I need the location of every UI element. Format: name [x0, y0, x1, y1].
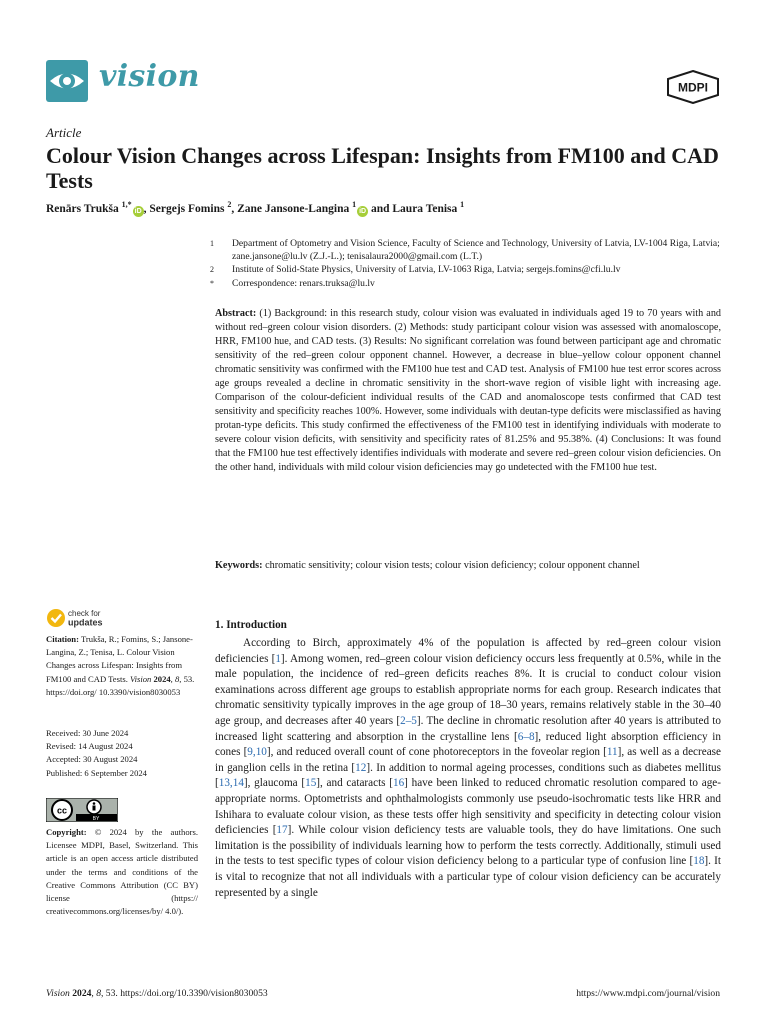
keywords-text: chromatic sensitivity; colour vision tests; colour vision deficiency; colour opponent channel [265, 560, 640, 571]
author-affiliation-mark: 2 [227, 200, 232, 209]
keywords-label: Keywords: [215, 560, 263, 571]
body-paragraph: According to Birch, approximately 4% of the population is affected by red–green colour vision deficiencies [1]. Among women, red–green colour vision deficiency occurs less frequently at 0.5%, while in the male population, the incidence of red–green deficits reaches 8%. It is crucial to conduct colour vision examinations across different age groups to establish appropriate norms for each group. Research indicates that chromatic sensitivity typically improves in the age group of 18–30 years, remains relatively stable in the 30–40 age group, and decreases after 40 years [2–5]. The decline in chromatic resolution after 40 years is attributed to increased light scattering and absorption in the crystalline lens [6–8], reduced light absorption efficiency in cones [9,10], and reduced overall count of cone photoreceptors in the foveolar region [11], as well as a decrease in ganglion cells in the retina [12]. In addition to normal ageing processes, conditions such as diabetes mellitus [13,14], glaucoma [15], and cataracts [16] have been linked to reduced chromatic resolution compared to age-appropriate norms. Optometrists and ophthalmologists commonly use pseudo-isochromatic tests like HRR and Ishihara to evaluate colour vision, as these tests offer high sensitivity and specificity in detecting colour vision deficiencies [17]. While colour vision deficiency tests are valuable tools, they do have limitations. One such limitation is the possibility of individuals learning how to perform the tests correctly. Additionally, stimuli used in the tests to test specific types of colour vision deficiency belong to a particular type of confusion line [18]. It is vital to recognize that not all individuals with a particular type of colour vision deficiency can be accurately represented by a single [215, 637, 722, 899]
journal-name[interactable]: vision [99, 59, 200, 94]
reference-link[interactable]: 2–5 [400, 714, 417, 727]
mdpi-logo[interactable] [666, 70, 720, 104]
date-revised: Revised: 14 August 2024 [46, 741, 133, 752]
affiliation-item [210, 278, 720, 291]
reference-link[interactable]: 15 [305, 777, 317, 790]
reference-link[interactable]: 18 [693, 855, 705, 868]
date-accepted: Accepted: 30 August 2024 [46, 754, 138, 765]
orcid-icon[interactable]: iD [359, 207, 367, 215]
journal-logo-eye-icon [46, 60, 88, 102]
svg-text:cc: cc [56, 805, 68, 816]
abstract [215, 307, 721, 475]
affiliation-text: Correspondence: renars.truksa@lu.lv [232, 277, 375, 289]
author-name: Renārs Trukša [46, 202, 122, 215]
reference-link[interactable]: 16 [392, 777, 405, 790]
article-type: Article [46, 125, 82, 140]
check-updates-line2: updates [68, 617, 103, 628]
footer-year: 2024 [72, 988, 92, 999]
reference-link[interactable]: 6–8 [517, 730, 535, 743]
reference-link[interactable]: 9,10 [247, 746, 267, 759]
citation-label: Citation: [46, 634, 79, 644]
publication-dates [46, 727, 198, 780]
footer-journal: Vision [46, 988, 70, 999]
footer-doi[interactable]: , 53. https://doi.org/10.3390/vision8030053 [101, 988, 268, 999]
author-name: Zane Jansone-Langina [237, 202, 353, 215]
affiliation-text: Institute of Solid-State Physics, University of Latvia, LV-1063 Riga, Latvia; sergejs.fomins@cfi.lu.lv [232, 264, 621, 276]
affiliation-item [210, 264, 720, 277]
section-body [215, 636, 721, 901]
footer-journal-url[interactable]: https://www.mdpi.com/journal/vision [576, 988, 720, 999]
author-affiliation-mark: 1,* [121, 200, 132, 209]
citation-text: Trukša, R.; Fomins, S.; Jansone-Langina, Z.; Tenisa, L. Colour Vision Changes across Lifespan: Insights from FM100 and CAD Tests. [46, 634, 193, 684]
abstract-text: (1) Background: in this research study, colour vision was evaluated in individuals aged 19 to 70 years with and without red–green colour vision disorders. (2) Methods: study participant colour vision was assessed with anomaloscope, HRR, FM100 hue, and CAD tests. (3) Results: No significant correlation was found between participant age and chromatic sensitivity of the red–green colour opponent channel. However, a decrease in blue–yellow colour opponent channel chromatic sensitivity was confirmed with the FM100 hue test and CAD test. Analysis of FM100 hue test error scores across age groups revealed a decline in chromatic sensitivity in the short-wave region of visible light with increasing age. Comparison of the colour-deficient individual results of the CAD and anomaloscope tests confirmed that CAD test sensitivity and specificity reaches 100%. However, some individuals with deutan-type deficits were misclassified as having protan-type deficits. This study confirmed the effectiveness of the FM100 test in identifying individuals with moderate to severe colour vision deficits, with sensitivity and specificity rates of 81.25% and 95.38%. (4) Conclusions: It was found that the FM100 hue test effectively identifies individuals with moderate and severe red–green colour vision deficiencies. On the other hand, individuals with mild colour vision deficiencies may go undetected with the FM100 hue test. [215, 308, 722, 473]
reference-link[interactable]: 11 [606, 746, 618, 759]
affiliations [210, 238, 720, 291]
section-heading: 1. Introduction [215, 619, 287, 631]
footer-volume: 8 [96, 988, 101, 999]
reference-link[interactable]: 12 [355, 761, 367, 774]
svg-text:BY: BY [92, 816, 100, 822]
citation-block: Citation: Trukša, R.; Fomins, S.; Jansone-Langina, Z.; Tenisa, L. Colour Vision Changes across Lifespan: Insights from FM100 and CAD Tests. Vision 2024, 8, 53. https://doi.org/ 10.3390/vision8030053 [46, 634, 195, 697]
reference-link[interactable]: 1 [275, 652, 281, 665]
footer-citation: Vision 2024, 8, 53. https://doi.org/10.3390/vision8030053 [46, 988, 268, 999]
citation-volume: 8 [174, 673, 180, 684]
author-affiliation-mark: 1 [352, 200, 357, 209]
date-received: Received: 30 June 2024 [46, 728, 129, 738]
reference-link[interactable]: 13,14 [218, 777, 244, 790]
author-name: Sergejs Fomins [149, 202, 228, 215]
article-title: Colour Vision Changes across Lifespan: Insights from FM100 and CAD Tests [46, 143, 719, 193]
reference-link[interactable]: 17 [276, 824, 288, 837]
abstract-label: Abstract: [215, 308, 257, 319]
author-name: Laura Tenisa [392, 202, 461, 215]
date-published: Published: 6 September 2024 [46, 767, 147, 778]
affiliation-text: Department of Optometry and Vision Science, Faculty of Science and Technology, University of Latvia, LV-1004 Riga, Latvia; zane.jansone@lu.lv (Z.J.-L.); tenisalaura2000@gmail.com (L.T.) [232, 238, 720, 262]
mdpi-logo-text: MDPI [678, 80, 708, 95]
cc-by-license-icon[interactable] [46, 798, 118, 822]
copyright-label: Copyright: [46, 827, 87, 837]
check-for-updates-button[interactable] [46, 607, 126, 629]
citation-journal: Vision [130, 673, 152, 684]
author-list: Renārs Trukša $^{1,*}$iD , Sergejs Fomins $^2$, Zane Jansone-Langina $^1$iD and Laura Tenisa $^1$ [46, 200, 465, 215]
citation-doi[interactable]: , 53. https://doi.org/ 10.3390/vision8030053 [46, 673, 195, 697]
keywords [215, 559, 721, 573]
orcid-icon[interactable]: iD [134, 207, 142, 215]
check-updates-line1: check for [68, 609, 101, 618]
affiliation-mark: 2 [210, 265, 214, 275]
affiliation-mark: 1 [210, 239, 214, 248]
copyright-text: © 2024 by the authors. Licensee MDPI, Basel, Switzerland. This article is an open access article distributed under the terms and conditions of the Creative Commons Attribution (CC BY) license (https:// creativecommons.org/licenses/by/ 4.0/). [46, 827, 198, 917]
affiliation-item [210, 238, 720, 263]
author-affiliation-mark: 1 [460, 200, 465, 209]
copyright-notice [46, 826, 198, 918]
citation-year: 2024 [153, 673, 171, 684]
affiliation-mark: * [210, 278, 214, 288]
